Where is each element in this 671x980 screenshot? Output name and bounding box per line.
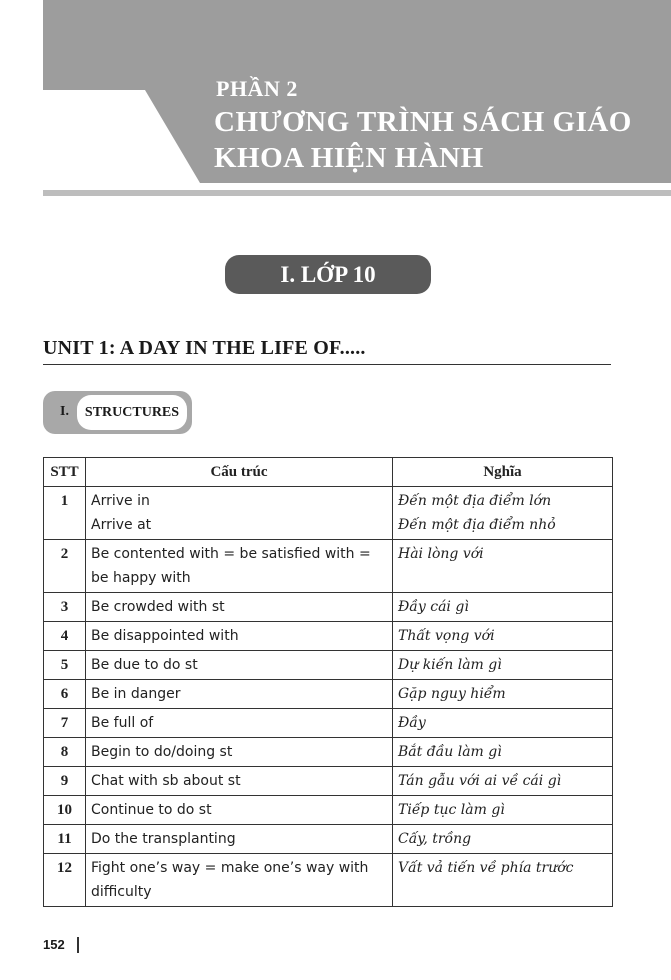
part-label: PHẦN 2 xyxy=(216,76,298,101)
row-number: 12 xyxy=(44,854,86,907)
structure-cell xyxy=(86,825,393,854)
meaning-text: Vất vả tiến về phía trước xyxy=(398,860,574,876)
table-row xyxy=(44,709,613,738)
structure-text: Arrive at xyxy=(91,517,152,533)
meaning-cell xyxy=(393,593,613,622)
meaning-text: Gặp nguy hiểm xyxy=(398,686,506,702)
meaning-text: Đầy cái gì xyxy=(398,599,469,615)
row-number: 5 xyxy=(44,651,86,680)
row-number: 6 xyxy=(44,680,86,709)
structure-text: Be disappointed with xyxy=(91,628,239,644)
structure-cell xyxy=(86,622,393,651)
meaning-cell xyxy=(393,709,613,738)
grade-heading: I. LỚP 10 xyxy=(225,255,431,294)
row-number: 1 xyxy=(44,487,86,540)
structure-cell xyxy=(86,593,393,622)
meaning-cell xyxy=(393,738,613,767)
header-structure: Cấu trúc xyxy=(86,458,393,487)
structure-cell xyxy=(86,796,393,825)
structure-text: Be in danger xyxy=(91,686,181,702)
meaning-cell xyxy=(393,651,613,680)
structure-cell xyxy=(86,738,393,767)
table-row xyxy=(44,738,613,767)
header-meaning: Nghĩa xyxy=(393,458,613,487)
meaning-text: Đầy xyxy=(398,715,426,731)
meaning-cell xyxy=(393,680,613,709)
row-number: 8 xyxy=(44,738,86,767)
meaning-text: Hài lòng với xyxy=(398,546,484,562)
structure-text: Be full of xyxy=(91,715,154,731)
meaning-cell xyxy=(393,622,613,651)
structure-text: Begin to do/doing st xyxy=(91,744,233,760)
structure-cell xyxy=(86,767,393,796)
table-row xyxy=(44,767,613,796)
page-number-divider xyxy=(77,937,79,953)
meaning-cell xyxy=(393,854,613,907)
page-number: 152 xyxy=(43,937,65,952)
structure-cell xyxy=(86,487,393,540)
structure-cell xyxy=(86,709,393,738)
meaning-text: Bắt đầu làm gì xyxy=(398,744,502,760)
section-number: I. xyxy=(60,404,69,419)
banner-rule xyxy=(43,190,671,196)
table-row xyxy=(44,825,613,854)
structure-cell xyxy=(86,651,393,680)
table-header-row xyxy=(44,458,613,487)
meaning-text: Tán gẫu với ai về cái gì xyxy=(398,773,562,789)
structure-text: Be crowded with st xyxy=(91,599,225,615)
table-row xyxy=(44,593,613,622)
structure-cell xyxy=(86,680,393,709)
structure-text: Chat with sb about st xyxy=(91,773,241,789)
meaning-cell xyxy=(393,825,613,854)
part-banner xyxy=(0,0,671,200)
part-title: CHƯƠNG TRÌNH SÁCH GIÁO KHOA HIỆN HÀNH xyxy=(214,106,632,174)
meaning-text: Đến một địa điểm nhỏ xyxy=(398,517,556,533)
table-row xyxy=(44,651,613,680)
meaning-cell xyxy=(393,767,613,796)
table-row xyxy=(44,796,613,825)
structure-text: Do the transplanting xyxy=(91,831,236,847)
structures-table xyxy=(43,457,613,907)
structure-text: Be contented with = be satisfied with = be happy with xyxy=(91,546,371,586)
structure-text: Arrive in xyxy=(91,493,150,509)
structure-cell xyxy=(86,540,393,593)
meaning-cell xyxy=(393,487,613,540)
section-label: STRUCTURES xyxy=(77,395,187,430)
meaning-text: Dự kiến làm gì xyxy=(398,657,502,673)
table-row xyxy=(44,854,613,907)
row-number: 11 xyxy=(44,825,86,854)
row-number: 3 xyxy=(44,593,86,622)
meaning-text: Cấy, trồng xyxy=(398,831,472,847)
header-stt: STT xyxy=(44,458,86,487)
row-number: 2 xyxy=(44,540,86,593)
table-row xyxy=(44,540,613,593)
structure-text: Continue to do st xyxy=(91,802,212,818)
row-number: 9 xyxy=(44,767,86,796)
meaning-cell xyxy=(393,540,613,593)
meaning-text: Đến một địa điểm lớn xyxy=(398,493,552,509)
meaning-text: Thất vọng với xyxy=(398,628,495,644)
unit-divider xyxy=(43,364,611,365)
table-row xyxy=(44,487,613,540)
table-row xyxy=(44,680,613,709)
row-number: 7 xyxy=(44,709,86,738)
table-row xyxy=(44,622,613,651)
meaning-cell xyxy=(393,796,613,825)
row-number: 10 xyxy=(44,796,86,825)
structure-text: Fight one’s way = make one’s way with difficulty xyxy=(91,860,369,900)
structure-cell xyxy=(86,854,393,907)
meaning-text: Tiếp tục làm gì xyxy=(398,802,505,818)
unit-title: UNIT 1: A DAY IN THE LIFE OF..... xyxy=(43,337,366,359)
row-number: 4 xyxy=(44,622,86,651)
structure-text: Be due to do st xyxy=(91,657,198,673)
